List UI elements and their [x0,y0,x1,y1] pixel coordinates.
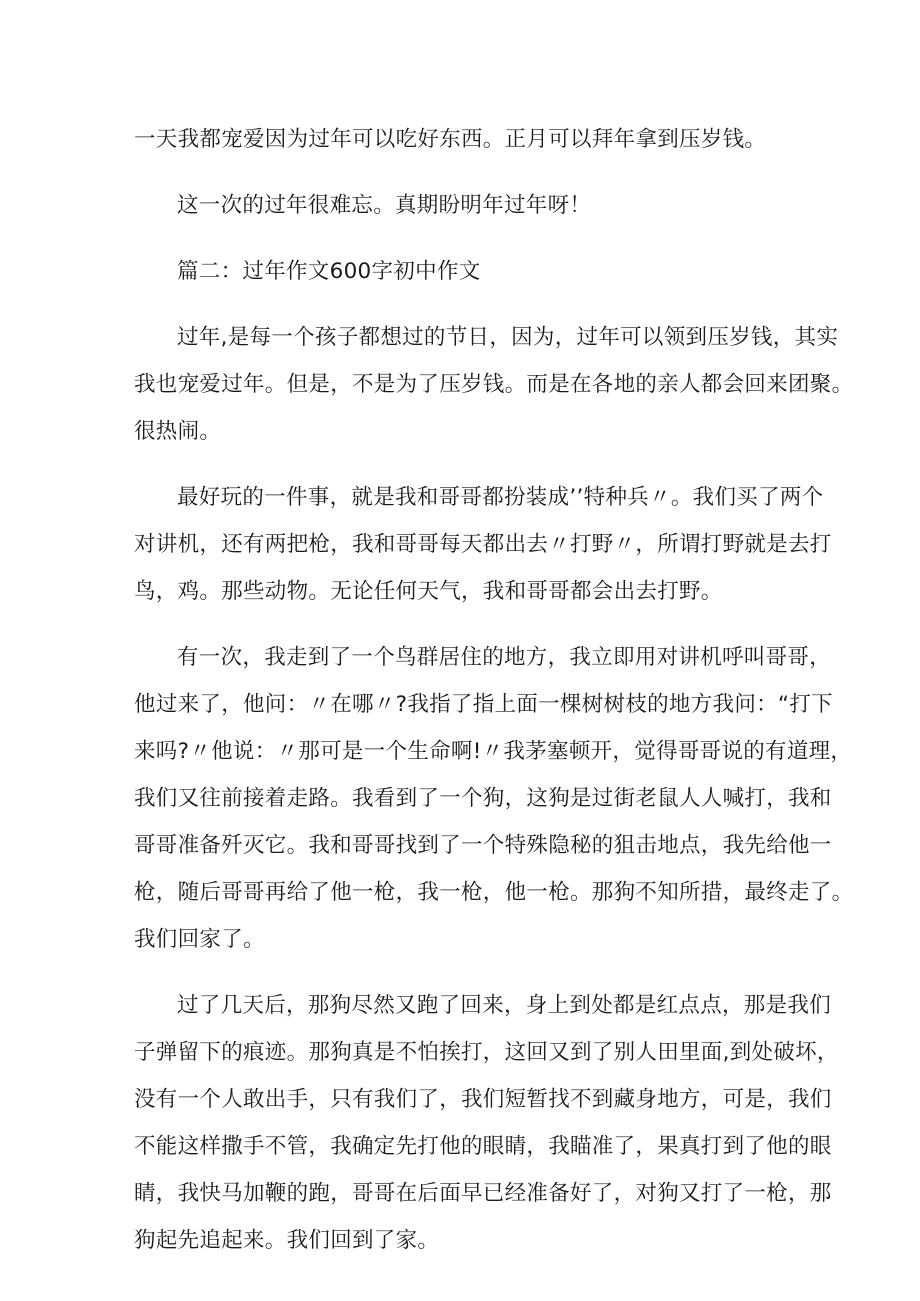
paragraph-line: 来吗?〃他说：〃那可是一个生命啊!〃我茅塞顿开，觉得哥哥说的有道理， [134,739,853,764]
paragraph-line: 对讲机，还有两把枪，我和哥哥每天都出去〃打野〃，所谓打野就是去打 [134,532,832,557]
paragraph-3 [134,314,854,455]
paragraph-4 [134,474,832,615]
paragraph-5 [134,634,854,963]
paragraph-6 [134,982,839,1264]
paragraph-line: 鸟，鸡。那些动物。无论任何天气，我和哥哥都会出去打野。 [134,579,723,604]
paragraph-line: 睛，我快马加鞭的跑，哥哥在后面早已经准备好了，对狗又打了一枪，那 [134,1181,832,1206]
paragraph-line: 狗起先追起来。我们回到了家。 [134,1228,440,1253]
paragraph-line: 子弹留下的痕迹。那狗真是不怕挨打，这回又到了别人田里面,到处破坏， [134,1040,839,1065]
paragraph-line: 过了几天后，那狗尽然又跑了回来，身上到处都是红点点，那是我们 [177,993,832,1018]
paragraph-line: 枪，随后哥哥再给了他一枪，我一枪，他一枪。那狗不知所措，最终走了。 [134,880,854,905]
paragraph-line: 很热闹。 [134,419,222,444]
paragraph-line: 我也宠爱过年。但是，不是为了压岁钱。而是在各地的亲人都会回来团聚。 [134,372,854,397]
paragraph-line: 我们又往前接着走路。我看到了一个狗，这狗是过街老鼠人人喊打，我和 [134,786,832,811]
document-body [134,116,854,1283]
paragraph-line: 哥哥准备歼灭它。我和哥哥找到了一个特殊隐秘的狙击地点，我先给他一 [134,833,832,858]
paragraph-line: 没有一个人敢出手，只有我们了，我们短暂找不到藏身地方，可是，我们 [134,1087,832,1112]
paragraph-line: 最好玩的一件事，就是我和哥哥都扮装成’’特种兵〃。我们买了两个 [177,485,824,510]
paragraph-line: 不能这样撒手不管，我确定先打他的眼睛，我瞄准了，果真打到了他的眼 [134,1134,832,1159]
section-heading [134,248,798,295]
paragraph-line: 这一次的过年很难忘。真期盼明年过年呀！ [177,193,592,218]
paragraph-line: 他过来了，他问：〃在哪〃?我指了指上面一棵树树枝的地方我问：“打下 [134,692,833,717]
paragraph-line: 一天我都宠爱因为过年可以吃好东西。正月可以拜年拿到压岁钱。 [134,127,767,152]
paragraph-1 [134,116,798,163]
paragraph-line: 有一次，我走到了一个鸟群居住的地方，我立即用对讲机呼叫哥哥， [177,645,832,670]
paragraph-line: 我们回家了。 [134,927,265,952]
paragraph-2 [134,182,798,229]
paragraph-line: 过年,是每一个孩子都想过的节日，因为，过年可以领到压岁钱，其实 [177,325,839,350]
heading-line: 篇二：过年作文600字初中作文 [177,259,481,284]
